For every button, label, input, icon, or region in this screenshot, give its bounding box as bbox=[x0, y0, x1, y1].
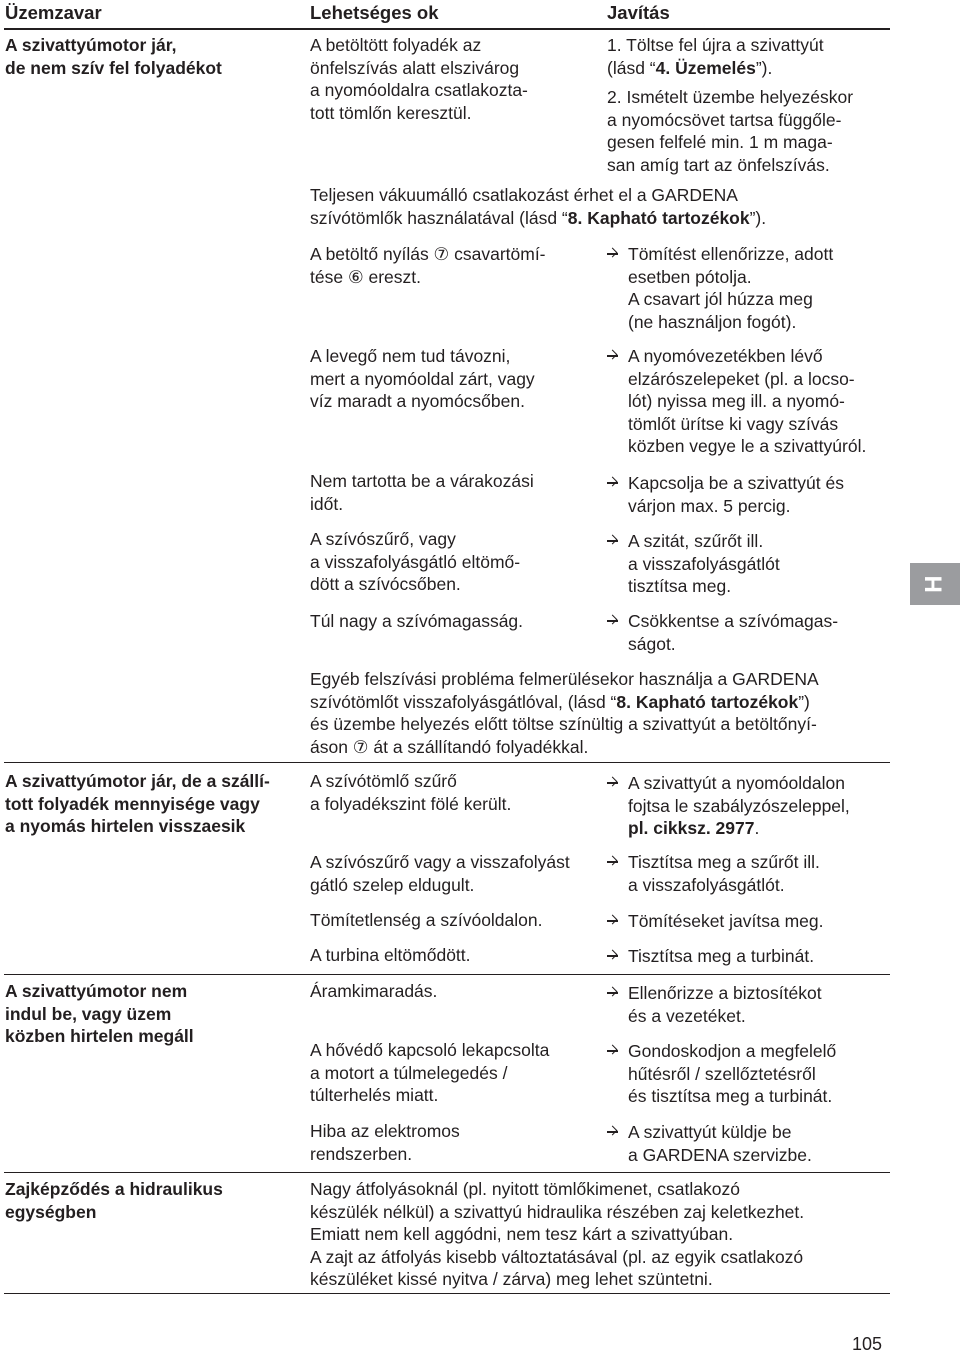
language-tab: H bbox=[910, 563, 960, 605]
remedy-repair-seals: Tömítéseket javítsa meg. bbox=[607, 910, 918, 933]
row-divider bbox=[4, 974, 890, 975]
remedy-throttle: A szivattyút a nyomóoldalon fojtsa le szabályzószeleppel, pl. cikksz. 2977. bbox=[607, 772, 918, 840]
remedy-open-valves: A nyomóvezetékben lévő elzárószelepeket (pl. a locso- lót) nyissa meg ill. a nyomó- tömlőt ürítse ki vagy szívás közben vegye le a szivattyúról. bbox=[607, 345, 918, 458]
cause-power-failure: Áramkimaradás. bbox=[310, 981, 438, 1001]
remedy-raise-pipe: 2. Ismételt üzembe helyezéskor a nyomócsövet tartsa függőle- gesen felfelé min. 1 m maga- san amíg tart az önfelszívás. bbox=[607, 87, 854, 175]
note-noise: Nagy átfolyásoknál (pl. nyitott tömlőkimenet, csatlakozó készülék nélkül) a szivattyú hidraulika részében zaj keletkezhet. Emiatt nem kell aggódni, nem tesz kárt a szivattyúban. A zajt az átfolyás kisebb változtatásával (pl. az egyik csatlakozó készüléket kissé nyitva / zárva) meg lehet szüntetni. bbox=[310, 1179, 805, 1289]
remedy-refill: 1. Töltse fel újra a szivattyút (lásd “4. Üzemelés”). bbox=[607, 35, 824, 78]
cause-air-trapped: A levegő nem tud távozni, mert a nyomóoldal zárt, vagy víz maradt a nyomócsőben. bbox=[310, 346, 535, 411]
remedy-check-fuse: Ellenőrizze a biztosítékot és a vezetéket. bbox=[607, 982, 918, 1027]
cause-electrical-fault: Hiba az elektromos rendszerben. bbox=[310, 1121, 460, 1164]
remedy-clean-turbine: Tisztítsa meg a turbinát. bbox=[607, 945, 918, 968]
remedy-cooling: Gondoskodjon a megfelelő hűtésről / szellőztetésről és tisztítsa meg a turbinát. bbox=[607, 1040, 918, 1108]
fault-noise: Zajképződés a hidraulikus egységben bbox=[5, 1179, 223, 1222]
fault-no-suction: A szivattyúmotor jár, de nem szív fel folyadékot bbox=[5, 35, 222, 78]
table-bottom-rule bbox=[4, 1293, 890, 1294]
cause-wait-time: Nem tartotta be a várakozási időt. bbox=[310, 471, 534, 514]
note-vacuum-hoses: Teljesen vákuumálló csatlakozást érhet el a GARDENA szívótömlők használatával (lásd “8. Kapható tartozékok”). bbox=[310, 185, 767, 228]
cause-suction-leak: Tömítetlenség a szívóoldalon. bbox=[310, 910, 543, 930]
remedy-reduce-height: Csökkentse a szívómagas- ságot. bbox=[607, 610, 918, 655]
cause-filler-seal: A betöltő nyílás ⑦ csavartömí- tése ⑥ ereszt. bbox=[310, 244, 546, 287]
cause-filter-clogged: A szívószűrő, vagy a visszafolyásgátló eltömő- dött a szívócsőben. bbox=[310, 529, 521, 594]
remedy-clean-filter: A szitát, szűrőt ill. a visszafolyásgátlót tisztítsa meg. bbox=[607, 530, 918, 598]
row-divider bbox=[4, 1172, 890, 1173]
note-other-problems: Egyéb felszívási probléma felmerülésekor használja a GARDENA szívótömlőt visszafolyásgátlóval, (lásd “8. Kapható tartozékok”) és üzembe helyezés előtt töltse színültig a szivattyút a betöltőnyí- áson ⑦ át a szállítandó folyadékkal. bbox=[310, 669, 819, 757]
remedy-wait: Kapcsolja be a szivattyút és várjon max. 5 percig. bbox=[607, 472, 918, 517]
header-rule bbox=[4, 28, 890, 30]
cause-thermal-cutout: A hővédő kapcsoló lekapcsolta a motort a túlmelegedés / túlterhelés miatt. bbox=[310, 1040, 550, 1105]
remedy-check-seal: Tömítést ellenőrizze, adott esetben pótolja. A csavart jól húzza meg (ne használjon fogót). bbox=[607, 243, 918, 333]
header-fault: Üzemzavar bbox=[5, 2, 102, 23]
fault-flow-drop: A szivattyúmotor jár, de a szállí- tott folyadék mennyisége vagy a nyomás hirtelen visszaesik bbox=[5, 771, 270, 836]
header-cause: Lehetséges ok bbox=[310, 2, 439, 23]
cause-suction-height: Túl nagy a szívómagasság. bbox=[310, 611, 524, 631]
cause-leak-during-priming: A betöltött folyadék az önfelszívás alatt elszivárog a nyomóoldalra csatlakozta- tott tömlőn keresztül. bbox=[310, 35, 528, 123]
cause-check-valve-clogged: A szívószűrő vagy a visszafolyást gátló szelep eldugult. bbox=[310, 852, 570, 895]
cause-filter-above-level: A szívótömlő szűrő a folyadékszint fölé került. bbox=[310, 771, 512, 814]
cause-turbine-clogged: A turbina eltömődött. bbox=[310, 945, 471, 965]
fault-motor-stops: A szivattyúmotor nem indul be, vagy üzem közben hirtelen megáll bbox=[5, 981, 194, 1046]
remedy-clean-check-valve: Tisztítsa meg a szűrőt ill. a visszafolyásgátlót. bbox=[607, 851, 918, 896]
remedy-service: A szivattyút küldje be a GARDENA szervizbe. bbox=[607, 1121, 918, 1166]
header-remedy: Javítás bbox=[607, 2, 670, 23]
page-number: 105 bbox=[852, 1334, 883, 1354]
row-divider bbox=[4, 762, 890, 763]
